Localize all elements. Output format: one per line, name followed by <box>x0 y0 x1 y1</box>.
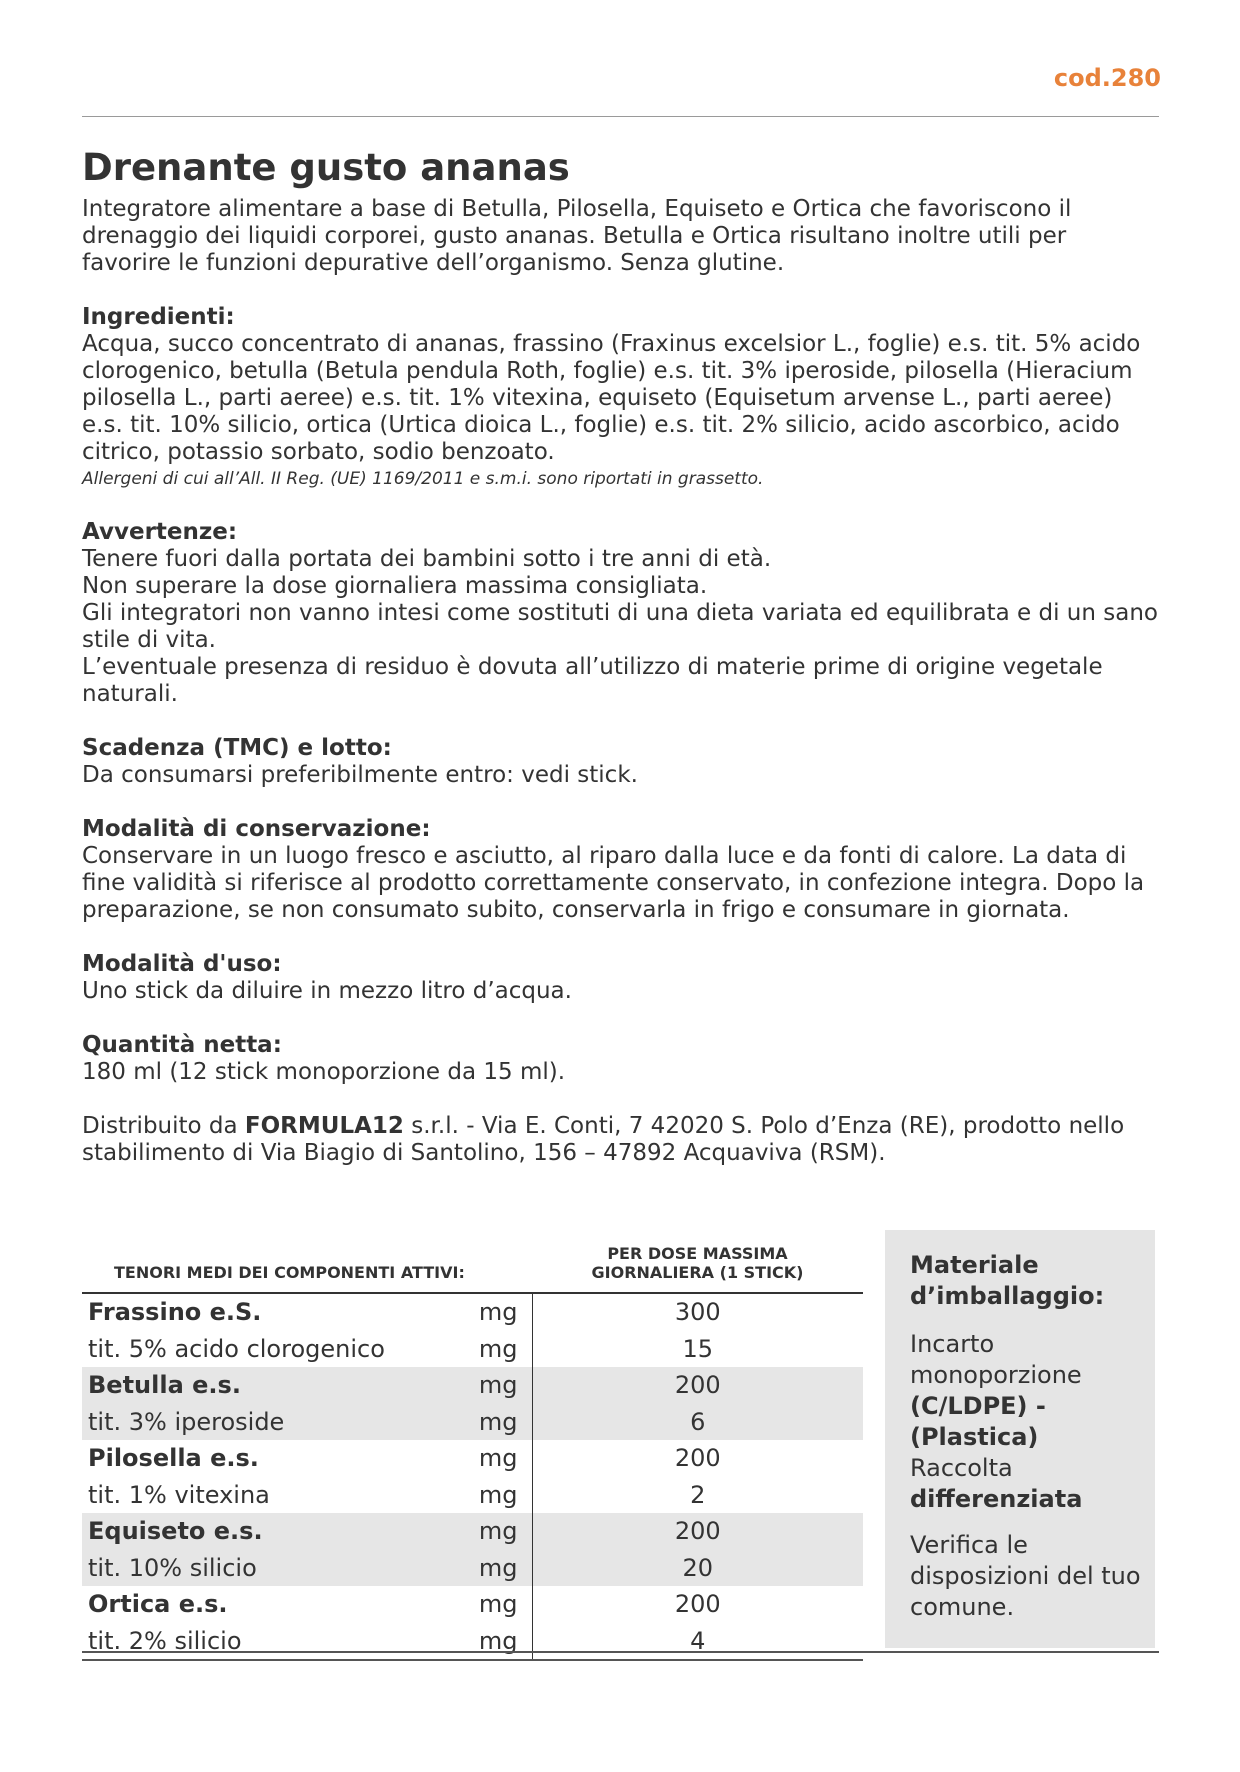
component-name: Ortica e.s. <box>88 1590 228 1619</box>
expiry-text: Da consumarsi preferibilmente entro: vedi stick. <box>82 762 638 788</box>
warning-line: L’eventuale presenza di residuo è dovuta all’utilizzo di materie prime di origine vegetale naturali. <box>82 654 1103 707</box>
component-name: tit. 10% silicio <box>82 1550 462 1587</box>
usage-heading: Modalità d'uso: <box>82 951 282 977</box>
component-unit: mg <box>462 1550 532 1587</box>
component-unit: mg <box>478 1444 518 1473</box>
distributor-prefix: Distribuito da <box>82 1113 245 1139</box>
packaging-box <box>885 1230 1155 1648</box>
component-unit: mg <box>478 1480 518 1509</box>
table-row <box>82 1404 863 1441</box>
net-quantity-section <box>82 1032 1159 1086</box>
component-value: 200 <box>532 1586 863 1623</box>
label-content <box>82 146 1159 1167</box>
component-unit: mg <box>478 1590 518 1619</box>
table-row <box>82 1550 863 1587</box>
table-row <box>82 1477 863 1514</box>
packaging-line: Raccolta <box>910 1454 1013 1482</box>
usage-text: Uno stick da diluire in mezzo litro d’acqua. <box>82 978 572 1004</box>
expiry-section <box>82 735 1159 789</box>
warnings-section <box>82 519 1159 708</box>
table-header-dose <box>532 1232 863 1293</box>
component-value: 6 <box>532 1404 863 1441</box>
component-name: tit. 5% acido clorogenico <box>88 1334 385 1363</box>
warning-line: Gli integratori non vanno intesi come sostituti di una dieta variata ed equilibrata e di un sano stile di vita. <box>82 600 1158 653</box>
product-title: Drenante gusto ananas <box>82 146 570 189</box>
ingredients-text: Acqua, succo concentrato di ananas, frassino (Fraxinus excelsior L., foglie) e.s. tit. 5% acido clorogenico, betulla (Betula pendula Roth, foglie) e.s. tit. 3% iperoside, pilosella (Hieracium pilosella L., parti aeree) e.s. tit. 1% vitexina, equiseto (Equisetum arvense L., parti aeree) e.s. tit. 10% silicio, ortica (Urtica dioica L., foglie) e.s. tit. 2% silicio, acido ascorbico, acido citrico, potassio sorbato, sodio benzoato. <box>82 331 1141 465</box>
component-value: 4 <box>532 1623 863 1661</box>
table-header-dose-line2: GIORNALIERA (1 STICK) <box>591 1263 804 1282</box>
component-value: 2 <box>532 1477 863 1514</box>
table-row <box>82 1586 863 1623</box>
table-row <box>82 1331 863 1368</box>
component-name: Equiseto e.s. <box>82 1513 462 1550</box>
component-value: 200 <box>532 1440 863 1477</box>
distributor-suffix: s.r.l. - Via E. Conti, 7 42020 S. Polo d’Enza (RE), prodotto nello stabilimento di Via Biagio di Santolino, 156 – 47892 Acquaviva (RSM). <box>82 1113 1125 1166</box>
warning-line: Tenere fuori dalla portata dei bambini sotto i tre anni di età. <box>82 546 772 572</box>
storage-text: Conservare in un luogo fresco e asciutto, al riparo dalla luce e da fonti di calore. La data di fine validità si riferisce al prodotto correttamente conservato, in confezione integra. Dopo la preparazione, se non consumato subito, conservarla in frigo e consumare in giornata. <box>82 843 1145 923</box>
warning-line: Non superare la dose giornaliera massima consigliata. <box>82 573 708 599</box>
component-unit: mg <box>478 1334 518 1363</box>
component-unit: mg <box>462 1623 532 1661</box>
component-value: 20 <box>532 1550 863 1587</box>
ingredients-heading: Ingredienti: <box>82 304 235 330</box>
table-row <box>82 1367 863 1404</box>
distributor-brand: FORMULA12 <box>244 1113 404 1139</box>
component-name: Betulla e.s. <box>82 1367 462 1404</box>
packaging-info <box>910 1329 1155 1515</box>
table-header-dose-line1: PER DOSE MASSIMA <box>607 1244 788 1263</box>
packaging-line: Incarto monoporzione <box>910 1330 1082 1389</box>
distributor-text <box>82 1113 1159 1167</box>
table-row <box>82 1623 863 1661</box>
component-unit: mg <box>462 1513 532 1550</box>
expiry-heading: Scadenza (TMC) e lotto: <box>82 735 392 761</box>
usage-section <box>82 951 1159 1005</box>
packaging-verify: Verifica le disposizioni del tuo comune. <box>910 1531 1141 1621</box>
net-quantity-heading: Quantità netta: <box>82 1032 282 1058</box>
component-name: Pilosella e.s. <box>88 1444 259 1473</box>
warnings-heading: Avvertenze: <box>82 519 238 545</box>
product-intro: Integratore alimentare a base di Betulla, Pilosella, Equiseto e Ortica che favoriscono il drenaggio dei liquidi corporei, gusto ananas. Betulla e Ortica risultano inoltre utili per favorire le funzioni depurative dell’organismo. Senza glutine. <box>82 196 1072 276</box>
packaging-collection: differenziata <box>910 1485 1083 1513</box>
table-row <box>82 1293 863 1331</box>
active-components-table-wrap <box>82 1232 862 1661</box>
packaging-material: (C/LDPE) - (Plastica) <box>910 1392 1046 1451</box>
table-row <box>82 1440 863 1477</box>
component-name: Frassino e.S. <box>88 1298 262 1327</box>
component-value: 200 <box>532 1513 863 1550</box>
component-name: tit. 3% iperoside <box>82 1404 462 1441</box>
storage-section <box>82 816 1159 924</box>
component-name: tit. 1% vitexina <box>88 1480 270 1509</box>
component-unit: mg <box>462 1404 532 1441</box>
component-value: 200 <box>532 1367 863 1404</box>
component-unit: mg <box>462 1367 532 1404</box>
table-row <box>82 1513 863 1550</box>
active-components-table <box>82 1232 863 1661</box>
packaging-heading: Materiale d’imballaggio: <box>910 1251 1105 1310</box>
header-divider <box>82 116 1159 117</box>
product-code: cod.280 <box>1053 64 1161 92</box>
storage-heading: Modalità di conservazione: <box>82 816 431 842</box>
bottom-divider <box>82 1651 1159 1653</box>
allergen-note: Allergeni di cui all’All. II Reg. (UE) 1169/2011 e s.m.i. sono riportati in grassetto. <box>82 469 764 489</box>
net-quantity-text: 180 ml (12 stick monoporzione da 15 ml). <box>82 1059 566 1085</box>
component-name: tit. 2% silicio <box>82 1623 462 1661</box>
component-unit: mg <box>478 1298 518 1327</box>
component-value: 15 <box>532 1331 863 1368</box>
ingredients-section <box>82 304 1159 492</box>
distributor-section <box>82 1113 1159 1167</box>
table-header-components: TENORI MEDI DEI COMPONENTI ATTIVI: <box>114 1263 465 1282</box>
component-value: 300 <box>532 1293 863 1331</box>
